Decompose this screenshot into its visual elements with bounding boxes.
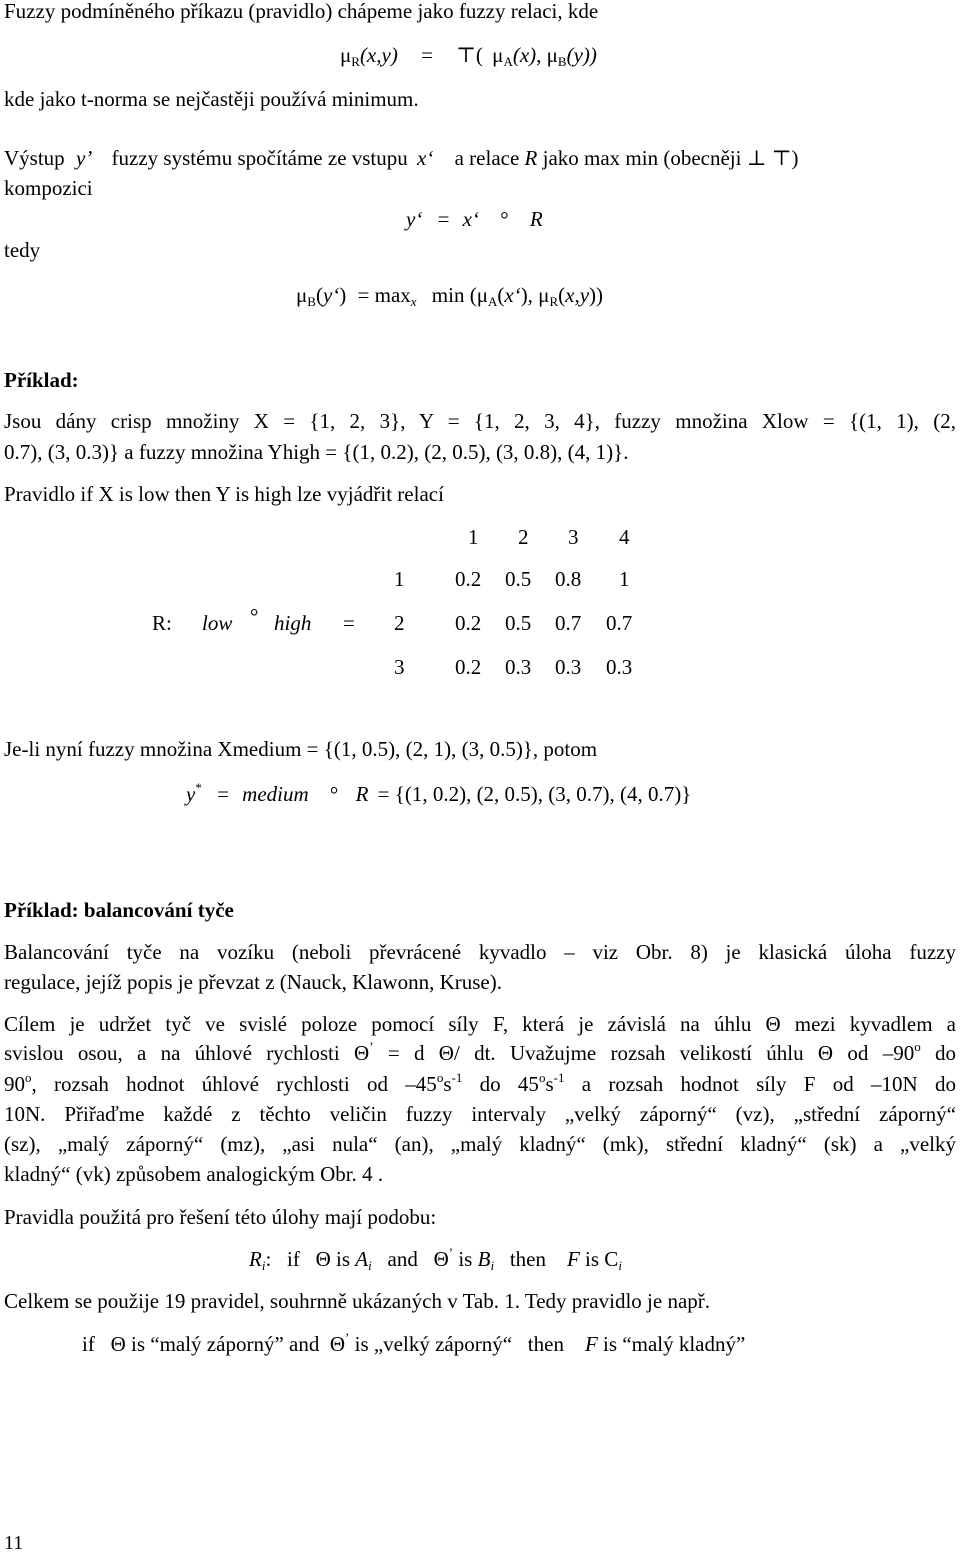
- matrix-cell: 0.7: [555, 611, 582, 635]
- col-header: 1: [468, 525, 479, 549]
- maxmin-formula: $\mu_B(y‘) = \max_x \min$ ($\mu_A(x‘)$, $\mu_R(x,y)$): [296, 283, 604, 309]
- matrix-cell: 0.3: [505, 655, 532, 679]
- matrix-cell: 0.8: [555, 567, 582, 591]
- matrix-cell: 1: [619, 567, 630, 591]
- page-number: 11: [4, 1532, 24, 1554]
- relation-formula: $\mu_R(x,y)$ = ⊤( $\mu_A(x)$, $\mu_B(y)$): [340, 43, 597, 69]
- matrix-label: R:: [152, 611, 172, 635]
- example2-heading: Příklad: balancování tyče: [4, 898, 234, 922]
- rule-formula: $R_i$: if Θ is $A_i$ and Θ’ is $B_i$ then F is $C_i$: [249, 1245, 622, 1273]
- example2-p4: Celkem se použije 19 pravidel, souhrnně ukázaných v Tab. 1. Tedy pravidlo je např.: [4, 1289, 711, 1313]
- col-header: 3: [568, 525, 579, 549]
- matrix-cell: 0.5: [505, 567, 532, 591]
- example-rule: if Θ is “malý záporný” and Θ’ is „velký záporný“ then F is “malý kladný”: [82, 1330, 746, 1356]
- example2-p2-line6: kladný“ (vk) způsobem analogickým Obr. 4 .: [4, 1162, 384, 1186]
- example2-p2-line5: (sz), „malý záporný“ (mz), „asi nula“ (an), „malý kladný“ (mk), střední kladný“ (sk) a „velký: [4, 1132, 956, 1156]
- matrix-circ: °: [250, 604, 259, 628]
- row-header: 2: [394, 611, 405, 635]
- example2-p2-line4: 10N. Přiřaďme každé z těchto veličin fuzzy intervaly „velký záporný“ (vz), „střední záporný“: [4, 1102, 956, 1126]
- example1-p1-line2: 0.7), (3, 0.3)} a fuzzy množina Yhigh = {(1, 0.2), (2, 0.5), (3, 0.8), (4, 1)}.: [4, 440, 629, 464]
- example2-p2-line1: Cílem je udržet tyč ve svislé poloze pomocí síly F, která je závislá na úhlu Θ mezi kyvadlem a: [4, 1012, 956, 1036]
- result-formula: y* = medium ° R = {(1, 0.2), (2, 0.5), (3, 0.7), (4, 0.7)}: [186, 780, 692, 806]
- matrix-cell: 0.3: [555, 655, 582, 679]
- intro-line-2: kde jako t-norma se nejčastěji používá minimum.: [4, 87, 419, 111]
- col-header: 2: [518, 525, 529, 549]
- example1-p2: Pravidlo if X is low then Y is high lze vyjádřit relací: [4, 482, 444, 506]
- matrix-cell: 0.2: [455, 567, 482, 591]
- row-header: 3: [394, 655, 405, 679]
- matrix-high: high: [274, 611, 312, 635]
- col-header: 4: [619, 525, 630, 549]
- example2-p2-line2: svislou osou, a na úhlové rychlosti Θ’ = d Θ/ dt. Uvažujme rozsah velikostí úhlu Θ od –90$^o$ do: [4, 1039, 957, 1065]
- matrix-low: low: [202, 611, 233, 635]
- row-header: 1: [394, 567, 405, 591]
- matrix-cell: 0.2: [455, 655, 482, 679]
- intro-line-1: Fuzzy podmíněného příkazu (pravidlo) chápeme jako fuzzy relaci, kde: [4, 0, 599, 23]
- matrix-cell: 0.7: [606, 611, 633, 635]
- intro-line-3: Výstup y’ fuzzy systému spočítáme ze vstupu x‘ a relace R jako max min (obecněji ⊥ ⊤): [4, 146, 799, 170]
- matrix-cell: 0.2: [455, 611, 482, 635]
- matrix-cell: 0.5: [505, 611, 532, 635]
- intro-line-4: kompozici: [4, 176, 93, 200]
- composition-formula: y‘ = x‘ ° R: [406, 207, 543, 231]
- matrix-eq: =: [343, 611, 355, 635]
- example1-heading: Příklad:: [4, 368, 79, 392]
- example2-p1-line1: Balancování tyče na vozíku (neboli převrácené kyvadlo – viz Obr. 8) je klasická úloha fuzzy: [4, 940, 956, 964]
- example1-p3: Je-li nyní fuzzy množina Xmedium = {(1, 0.5), (2, 1), (3, 0.5)}, potom: [4, 737, 598, 761]
- example2-p1-line2: regulace, jejíž popis je převzat z (Nauck, Klawonn, Kruse).: [4, 970, 502, 994]
- matrix-cell: 0.3: [606, 655, 633, 679]
- tedy-label: tedy: [4, 238, 41, 262]
- example1-p1-line1: Jsou dány crisp množiny X = {1, 2, 3}, Y = {1, 2, 3, 4}, fuzzy množina Xlow = {(1, 1), (2,: [4, 409, 956, 433]
- example2-p3: Pravidla použitá pro řešení této úlohy mají podobu:: [4, 1205, 437, 1229]
- example2-p2-line3: 90$^o$, rozsah hodnot úhlové rychlosti od $-45^os^{-1}$ do $45^os^{-1}$ a rozsah hodnot síly F od –10N do: [4, 1070, 956, 1096]
